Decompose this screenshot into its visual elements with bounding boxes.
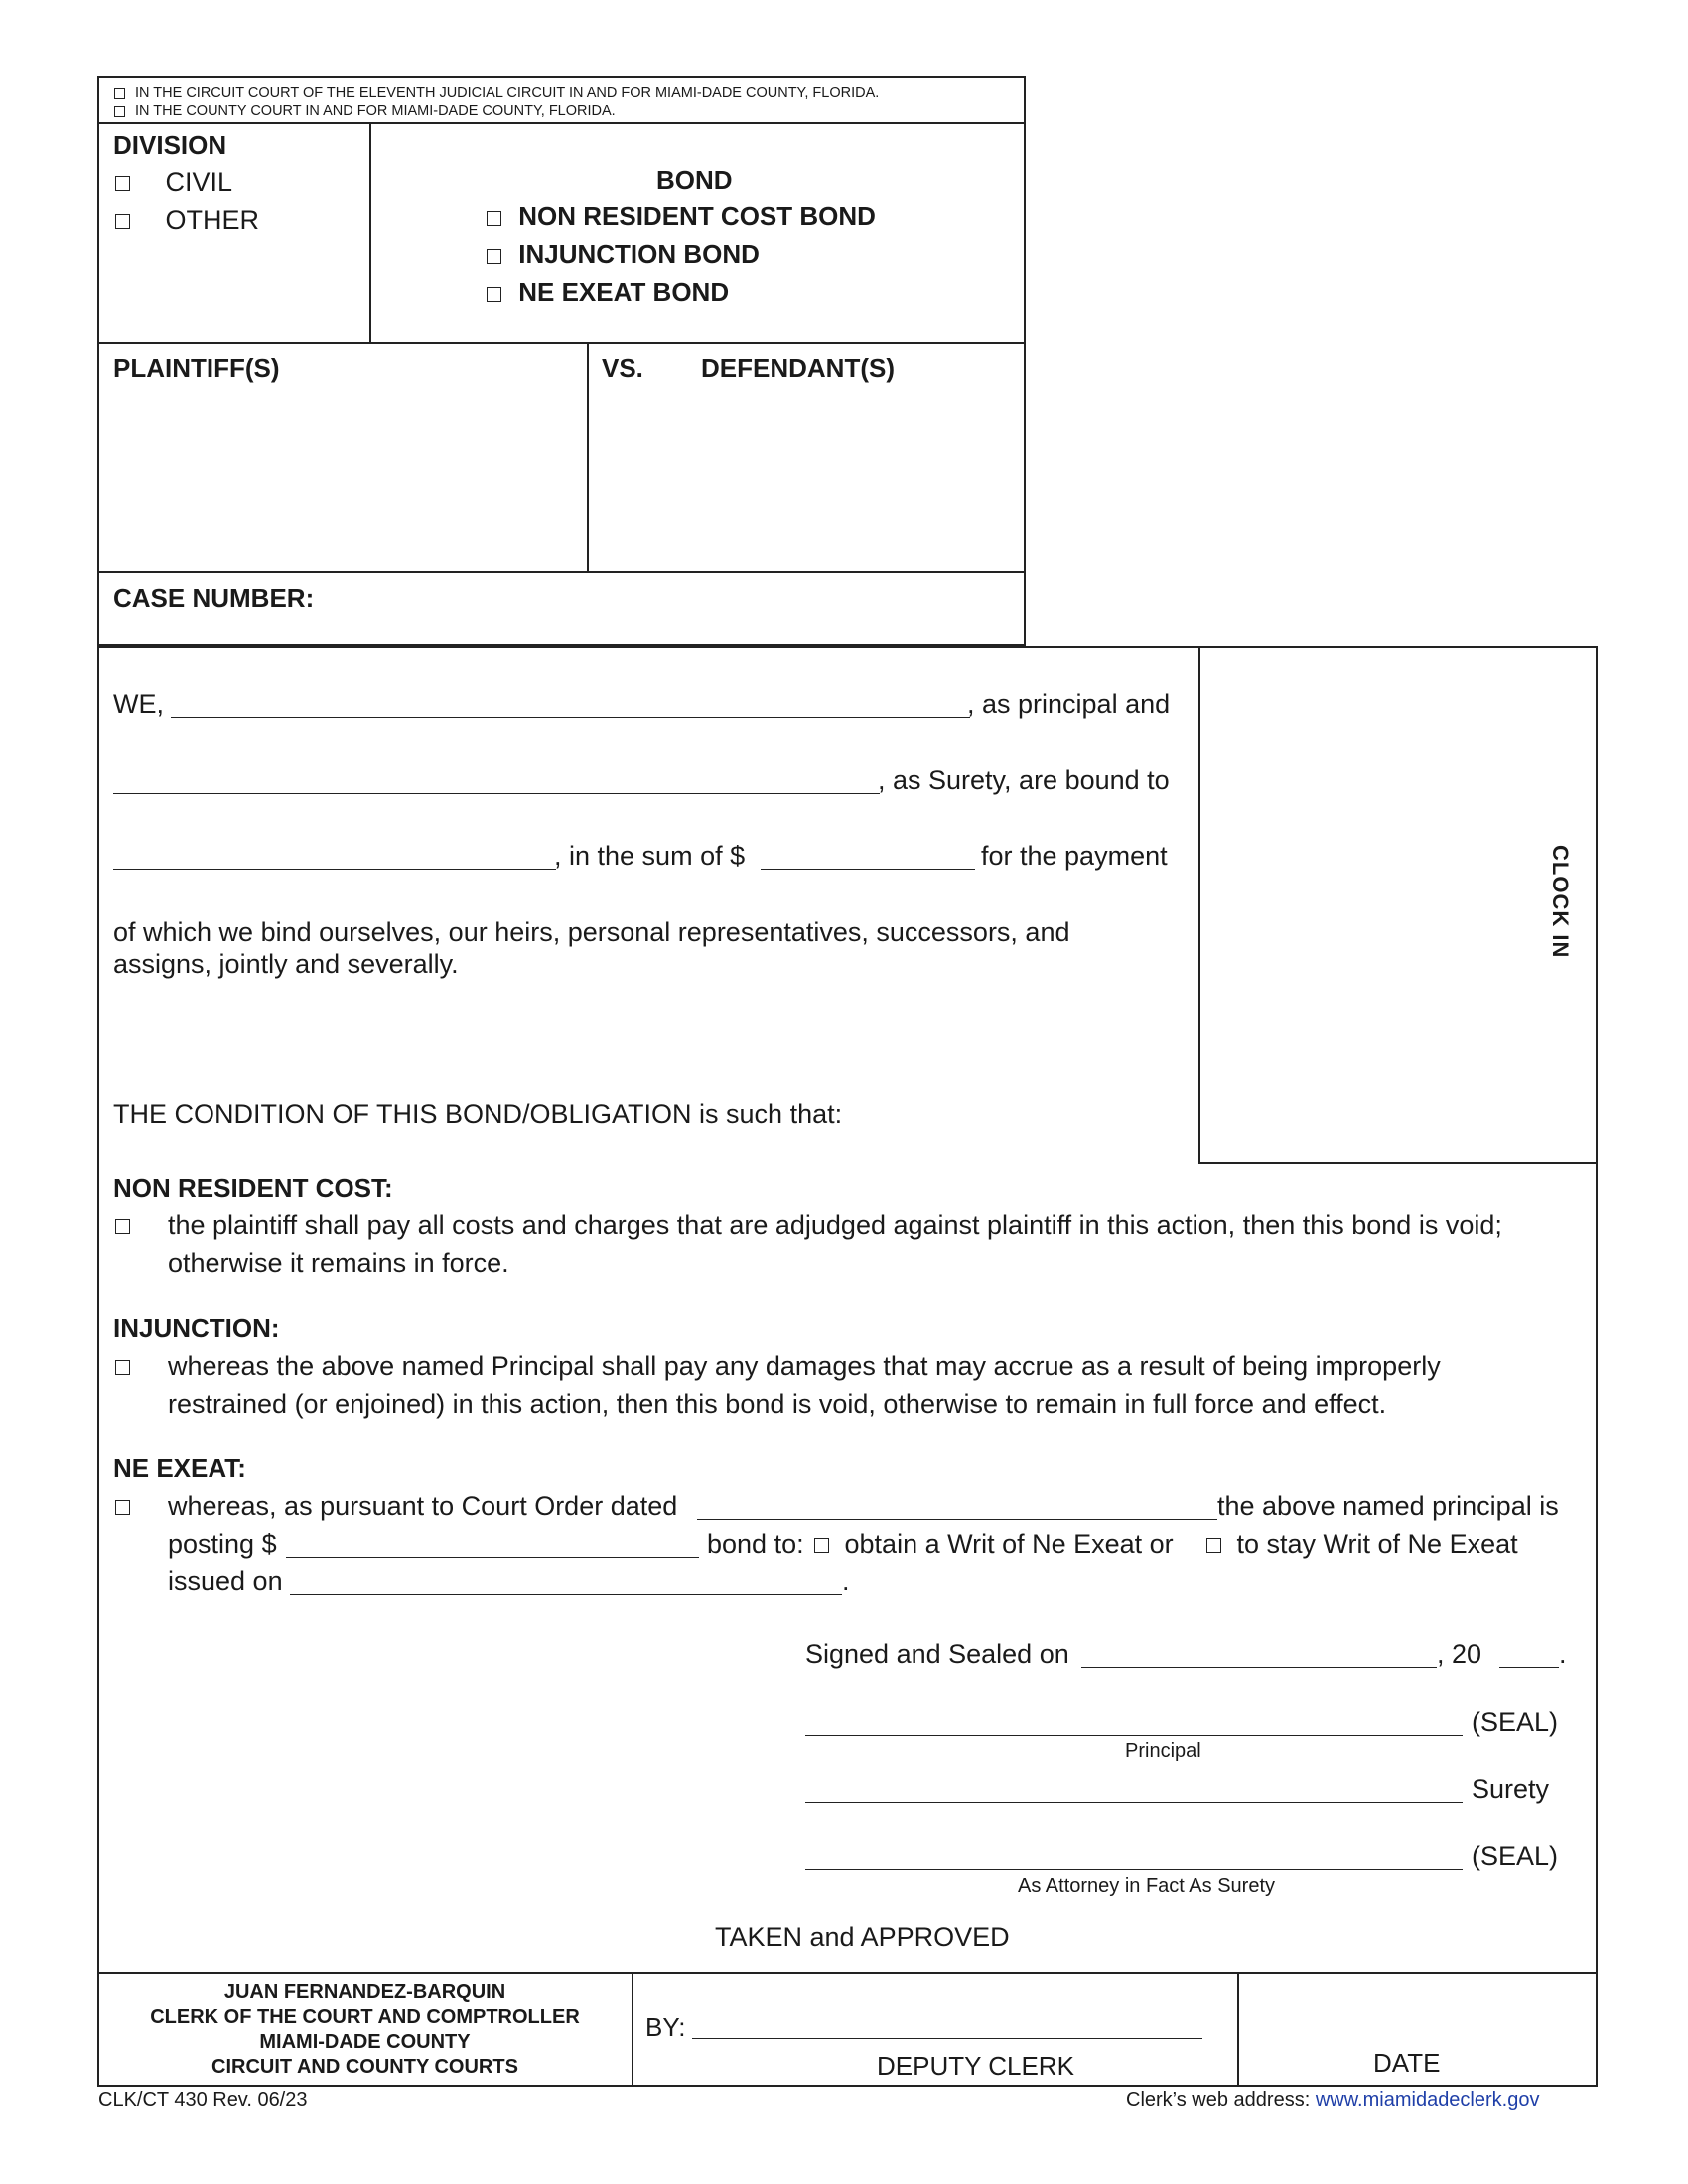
bond-title: BOND bbox=[656, 165, 733, 195]
checkbox[interactable] bbox=[487, 287, 501, 302]
principal-name-line[interactable] bbox=[171, 717, 970, 718]
checkbox[interactable] bbox=[115, 1219, 130, 1234]
checkbox[interactable] bbox=[487, 211, 501, 226]
stay-writ-option[interactable] bbox=[1206, 1529, 1518, 1560]
checkbox[interactable] bbox=[114, 106, 125, 117]
divider bbox=[587, 342, 589, 571]
division-option-label: CIVIL bbox=[165, 167, 233, 197]
vs-label: VS. bbox=[602, 353, 643, 383]
divider bbox=[632, 1972, 633, 2087]
principal-signature-line[interactable] bbox=[805, 1735, 1463, 1736]
surety-caption: Surety bbox=[1472, 1774, 1550, 1804]
divider bbox=[1237, 1972, 1239, 2087]
non-resident-text: otherwise it remains in force. bbox=[168, 1248, 509, 1278]
posting-label: posting $ bbox=[168, 1529, 277, 1559]
taken-approved: TAKEN and APPROVED bbox=[715, 1922, 1010, 1952]
court-option-county[interactable] bbox=[114, 103, 616, 119]
posting-amount-line[interactable] bbox=[286, 1557, 699, 1558]
defendant-label: DEFENDANT(S) bbox=[701, 353, 895, 383]
checkbox[interactable] bbox=[115, 1500, 130, 1515]
checkbox[interactable] bbox=[115, 176, 130, 191]
principal-caption: Principal bbox=[1125, 1740, 1201, 1762]
ne-exeat-text: the above named principal is bbox=[1217, 1491, 1559, 1521]
court-order-date-line[interactable] bbox=[697, 1519, 1217, 1520]
attorney-signature-line[interactable] bbox=[805, 1869, 1463, 1870]
ne-exeat-text: whereas, as pursuant to Court Order dated bbox=[168, 1491, 678, 1521]
checkbox[interactable] bbox=[814, 1538, 829, 1553]
form-number: CLK/CT 430 Rev. 06/23 bbox=[98, 2089, 308, 2111]
obtain-writ-option[interactable] bbox=[814, 1529, 1174, 1560]
plaintiff-field[interactable] bbox=[109, 392, 576, 561]
clock-in-box bbox=[1198, 646, 1598, 1164]
year-line[interactable] bbox=[1499, 1667, 1559, 1668]
divider bbox=[97, 571, 1026, 573]
non-resident-option[interactable] bbox=[115, 1210, 130, 1241]
division-option-civil[interactable] bbox=[115, 167, 232, 198]
clerk-county: MIAMI-DADE COUNTY bbox=[259, 2031, 471, 2053]
injunction-option[interactable] bbox=[115, 1351, 130, 1382]
non-resident-heading: NON RESIDENT COST: bbox=[113, 1173, 393, 1203]
clerk-block bbox=[99, 1980, 631, 2080]
plaintiff-label: PLAINTIFF(S) bbox=[113, 353, 280, 383]
division-label: DIVISION bbox=[113, 130, 227, 160]
case-number-label: CASE NUMBER: bbox=[113, 583, 315, 613]
clerk-courts: CIRCUIT AND COUNTY COURTS bbox=[211, 2056, 518, 2078]
divider bbox=[369, 122, 371, 342]
issued-on-period: . bbox=[842, 1567, 850, 1596]
bond-option-injunction[interactable] bbox=[487, 239, 760, 270]
bond-option-non-resident[interactable] bbox=[487, 202, 876, 232]
by-label: BY: bbox=[645, 2012, 686, 2042]
signed-date-line[interactable] bbox=[1081, 1667, 1437, 1668]
web-address bbox=[1126, 2089, 1539, 2112]
issued-on-label: issued on bbox=[168, 1567, 283, 1596]
bond-to-label: bond to: bbox=[707, 1529, 804, 1559]
case-number-field[interactable] bbox=[338, 581, 1013, 636]
seal-label: (SEAL) bbox=[1472, 1707, 1559, 1737]
obligation-text: assigns, jointly and severally. bbox=[113, 949, 459, 979]
division-option-label: OTHER bbox=[165, 205, 260, 235]
clerk-title: CLERK OF THE COURT AND COMPTROLLER bbox=[150, 2006, 580, 2028]
date-label: DATE bbox=[1373, 2048, 1441, 2078]
division-option-other[interactable] bbox=[115, 205, 259, 236]
divider bbox=[97, 122, 1026, 124]
clock-in-label: CLOCK IN bbox=[1548, 845, 1573, 959]
in-sum-text: , in the sum of $ bbox=[554, 841, 746, 871]
bond-option-label: NON RESIDENT COST BOND bbox=[518, 202, 876, 231]
checkbox[interactable] bbox=[114, 88, 125, 99]
deputy-signature-line[interactable] bbox=[692, 2038, 1202, 2039]
attorney-caption: As Attorney in Fact As Surety bbox=[1018, 1875, 1276, 1897]
we-label: WE, bbox=[113, 689, 164, 719]
bond-option-ne-exeat[interactable] bbox=[487, 277, 729, 308]
injunction-heading: INJUNCTION: bbox=[113, 1313, 280, 1343]
obligee-name-line[interactable] bbox=[113, 869, 556, 870]
web-label: Clerk’s web address: bbox=[1126, 2089, 1311, 2111]
issued-on-line[interactable] bbox=[290, 1594, 842, 1595]
year-prefix: , 20 bbox=[1437, 1639, 1482, 1669]
surety-name-line[interactable] bbox=[113, 793, 880, 794]
checkbox[interactable] bbox=[1206, 1538, 1221, 1553]
ne-exeat-option[interactable] bbox=[115, 1491, 130, 1522]
ne-exeat-heading: NE EXEAT: bbox=[113, 1453, 246, 1483]
obligation-text: of which we bind ourselves, our heirs, personal representatives, successors, and bbox=[113, 917, 1070, 947]
checkbox[interactable] bbox=[115, 214, 130, 229]
deputy-clerk-label: DEPUTY CLERK bbox=[877, 2051, 1074, 2081]
surety-signature-line[interactable] bbox=[805, 1802, 1463, 1803]
for-payment-text: for the payment bbox=[981, 841, 1168, 871]
divider bbox=[97, 342, 1026, 344]
stay-writ-label: to stay Writ of Ne Exeat bbox=[1236, 1529, 1518, 1559]
sum-amount-line[interactable] bbox=[761, 869, 975, 870]
injunction-text: restrained (or enjoined) in this action, then this bond is void, otherwise to remain in full force and effect. bbox=[168, 1389, 1387, 1419]
bond-option-label: INJUNCTION BOND bbox=[518, 239, 760, 269]
non-resident-text: the plaintiff shall pay all costs and charges that are adjudged against plaintiff in this action, then this bond is void; bbox=[168, 1210, 1502, 1240]
checkbox[interactable] bbox=[487, 249, 501, 264]
court-option-label: IN THE CIRCUIT COURT OF THE ELEVENTH JUDICIAL CIRCUIT IN AND FOR MIAMI-DADE COUNTY, FLORIDA. bbox=[135, 85, 880, 101]
signed-sealed-label: Signed and Sealed on bbox=[805, 1639, 1069, 1669]
condition-heading: THE CONDITION OF THIS BOND/OBLIGATION is such that: bbox=[113, 1099, 843, 1129]
obtain-writ-label: obtain a Writ of Ne Exeat or bbox=[844, 1529, 1174, 1559]
web-link[interactable]: www.miamidadeclerk.gov bbox=[1315, 2089, 1540, 2111]
year-period: . bbox=[1559, 1639, 1567, 1669]
seal-label: (SEAL) bbox=[1472, 1842, 1559, 1871]
injunction-text: whereas the above named Principal shall pay any damages that may accrue as a result of being improperly bbox=[168, 1351, 1441, 1381]
court-option-label: IN THE COUNTY COURT IN AND FOR MIAMI-DADE COUNTY, FLORIDA. bbox=[135, 103, 616, 119]
divider bbox=[97, 1972, 1598, 1974]
checkbox[interactable] bbox=[115, 1360, 130, 1375]
court-option-circuit[interactable] bbox=[114, 85, 879, 101]
bond-option-label: NE EXEAT BOND bbox=[518, 277, 730, 307]
as-principal-text: , as principal and bbox=[967, 689, 1171, 719]
clerk-name: JUAN FERNANDEZ-BARQUIN bbox=[223, 1981, 506, 2003]
as-surety-text: , as Surety, are bound to bbox=[878, 765, 1170, 795]
defendant-field[interactable] bbox=[598, 392, 1015, 561]
